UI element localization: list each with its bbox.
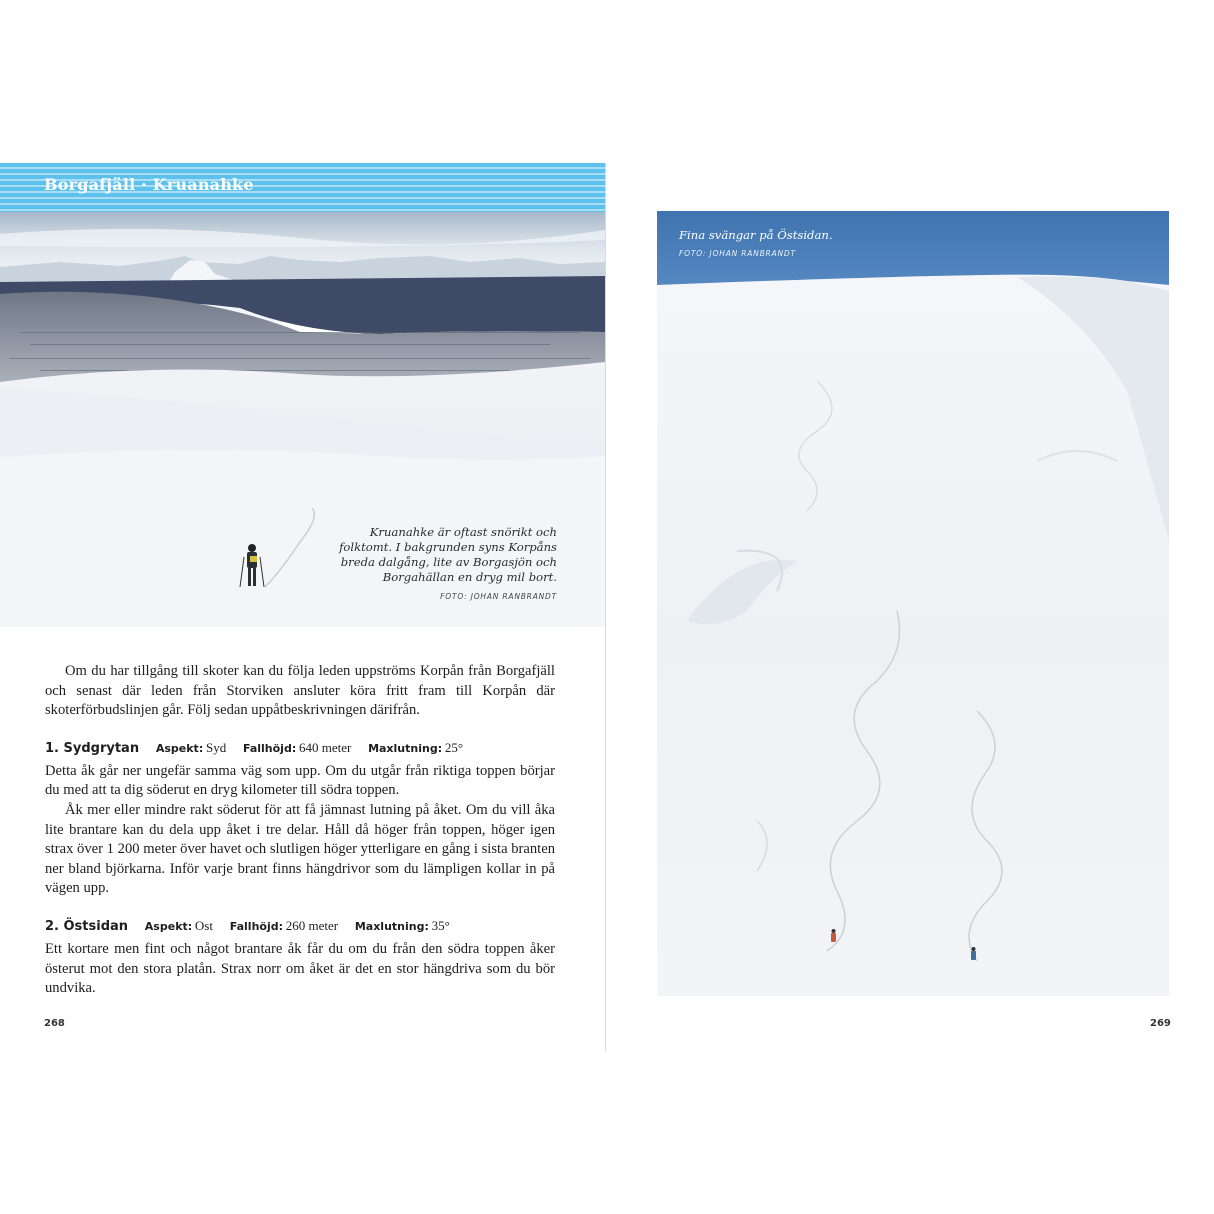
aspekt-label: Aspekt: [144,919,193,933]
fallhojd-value: 640 meter [298,739,352,755]
skier-figure [971,947,976,960]
maxlutning-label: Maxlutning: [368,741,443,755]
photo-caption-text: Fina svängar på Östsidan. [679,228,833,242]
aspekt-value: Syd [205,739,227,755]
fallhojd-label: Fallhöjd: [229,919,283,933]
section-title: 2. Östsidan [45,918,129,934]
maxlutning-value: 35° [431,917,450,933]
aspekt-value: Ost [194,917,213,933]
skier-figure [831,929,836,942]
landscape-photo-kruanahke [0,212,605,627]
section-title: 1. Sydgrytan [45,740,140,756]
section-paragraph: Åk mer eller mindre rakt söderut för att få jämnast lutning på åket. Om du vill åka lite brantare kan du dela upp åket i tre delar. Håll då höger från toppen, höger igen strax över 1 200 meter över havet och slutligen höger ytterligare en gång i sista branten ner bland björkarna. Inför varje brant finns hängdrivor som du lämpligen kollar in på vägen upp. [45,801,555,897]
photo-caption-text: Kruanahke är oftast snörikt och folktomt. I bakgrunden syns Korpåns breda dalgång, lite av Borgasjön och Borgahällan en dryg mil bort. [339,525,557,584]
ski-slope-photo-ostsidan [657,211,1169,996]
maxlutning-value: 25° [444,739,464,755]
photo-credit: FOTO: JOHAN RANBRANDT [679,249,796,258]
intro-paragraph: Om du har tillgång till skoter kan du följa leden uppströms Korpån från Borgafjäll och senast där leden från Storviken ansluter köra fritt fram till Korpån där skoterförbudslinjen går. Följ sedan uppåtbeskrivningen därifrån. [45,663,555,719]
page-number-right: 269 [1150,1018,1171,1029]
section-paragraph: Detta åk går ner ungefär samma väg som upp. Om du utgår från riktiga toppen börjar du med att ta dig söderut en dryg kilometer till södra toppen. [45,762,555,799]
chapter-header-band [0,163,605,212]
photo-caption-right [679,228,833,261]
maxlutning-label: Maxlutning: [354,919,429,933]
chapter-title: Borgafjäll · Kruanahke [44,175,254,194]
fallhojd-label: Fallhöjd: [242,741,297,755]
aspekt-label: Aspekt: [155,741,204,755]
photo-illustration [657,211,1169,996]
fallhojd-value: 260 meter [285,917,339,933]
left-page-body [45,662,555,999]
section-paragraph: Ett kortare men fint och något brantare åk får du om du från den södra toppen åker österut mot den stora platån. Strax norr om åket är det en stor hängdriva som du bör undvika. [45,940,555,997]
photo-caption-left [317,525,557,604]
page-number-left: 268 [44,1018,65,1029]
page-gutter [605,163,606,1051]
section-header-sydgrytan [45,738,555,759]
section-header-ostsidan [45,916,555,937]
photo-credit: FOTO: JOHAN RANBRANDT [440,592,557,601]
